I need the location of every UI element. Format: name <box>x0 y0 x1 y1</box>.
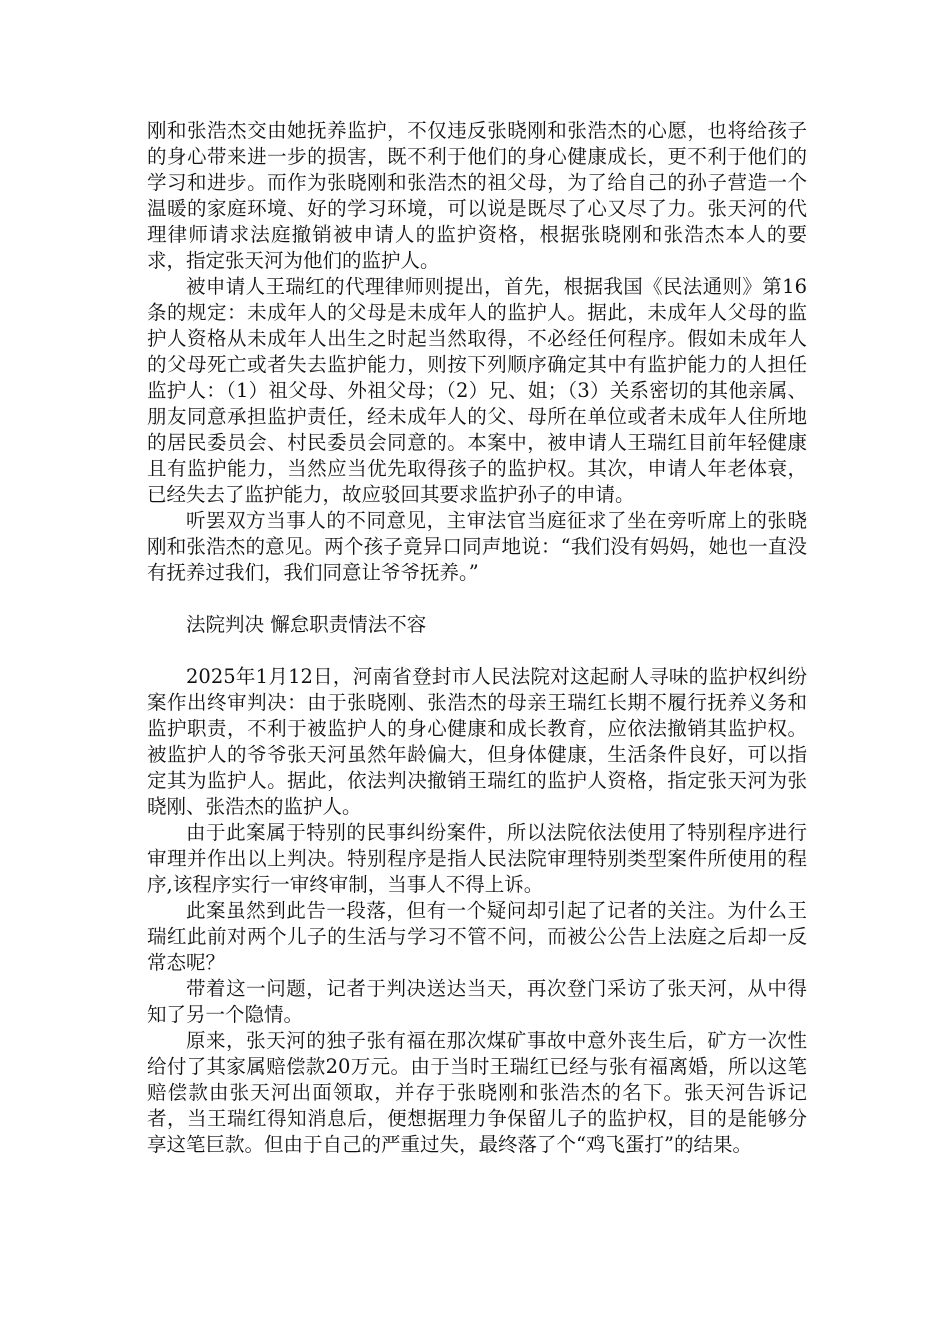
blank-line <box>147 638 807 664</box>
paragraph-6: 此案虽然到此告一段落，但有一个疑问却引起了记者的关注。为什么王瑞红此前对两个儿子的生活与学习不管不问，而被公公告上法庭之后却一反常态呢？ <box>147 899 807 974</box>
document-page <box>147 118 807 1158</box>
paragraph-7: 带着这一问题，记者于判决送达当天，再次登门采访了张天河，从中得知了另一个隐情。 <box>147 977 807 1026</box>
paragraph-3: 听罢双方当事人的不同意见，主审法官当庭征求了坐在旁听席上的张晓刚和张浩杰的意见。两个孩子竟异口同声地说：“我们没有妈妈，她也一直没有抚养过我们，我们同意让爷爷抚养。” <box>147 509 807 584</box>
section-heading: 法院判决 懈怠职责情法不容 <box>186 613 427 636</box>
paragraph-8: 原来，张天河的独子张有福在那次煤矿事故中意外丧生后，矿方一次性给付了其家属赔偿款20万元。由于当时王瑞红已经与张有福离婚，所以这笔赔偿款由张天河出面领取，并存于张晓刚和张浩杰的名下。张天河告诉记者，当王瑞红得知消息后，便想据理力争保留儿子的监护权，目的是能够分享这笔巨款。但由于自己的严重过失，最终落了个“鸡飞蛋打”的结果。 <box>147 1029 807 1156</box>
paragraph-4: 2025年1月12日，河南省登封市人民法院对这起耐人寻味的监护权纠纷案作出终审判决：由于张晓刚、张浩杰的母亲王瑞红长期不履行抚养义务和监护职责，不利于被监护人的身心健康和成长教育，应依法撤销其监护权。被监护人的爷爷张天河虽然年龄偏大，但身体健康，生活条件良好，可以指定其为监护人。据此，依法判决撤销王瑞红的监护人资格，指定张天河为张晓刚、张浩杰的监护人。 <box>147 665 807 818</box>
paragraph-1: 刚和张浩杰交由她抚养监护，不仅违反张晓刚和张浩杰的心愿，也将给孩子的身心带来进一步的损害，既不利于他们的身心健康成长，更不利于他们的学习和进步。而作为张晓刚和张浩杰的祖父母，为了给自己的孙子营造一个温暖的家庭环境、好的学习环境，可以说是既尽了心又尽了力。张天河的代理律师请求法庭撤销被申请人的监护资格，根据张晓刚和张浩杰本人的要求，指定张天河为他们的监护人。 <box>147 119 807 272</box>
paragraph-2: 被申请人王瑞红的代理律师则提出，首先，根据我国《民法通则》第16条的规定：未成年人的父母是未成年人的监护人。据此，未成年人父母的监护人资格从未成年人出生之时起当然取得，不必经任何程序。假如未成年人的父母死亡或者失去监护能力，则按下列顺序确定其中有监护能力的人担任监护人：（1）祖父母、外祖父母；（2）兄、姐；（3）关系密切的其他亲属、朋友同意承担监护责任，经未成年人的父、母所在单位或者未成年人住所地的居民委员会、村民委员会同意的。本案中，被申请人王瑞红目前年轻健康且有监护能力，当然应当优先取得孩子的监护权。其次，申请人年老体衰，已经失去了监护能力，故应驳回其要求监护孙子的申请。 <box>147 275 807 506</box>
paragraph-5: 由于此案属于特别的民事纠纷案件，所以法院依法使用了特别程序进行审理并作出以上判决。特别程序是指人民法院审理特别类型案件所使用的程序,该程序实行一审终审制，当事人不得上诉。 <box>147 821 807 896</box>
blank-line <box>147 586 807 612</box>
